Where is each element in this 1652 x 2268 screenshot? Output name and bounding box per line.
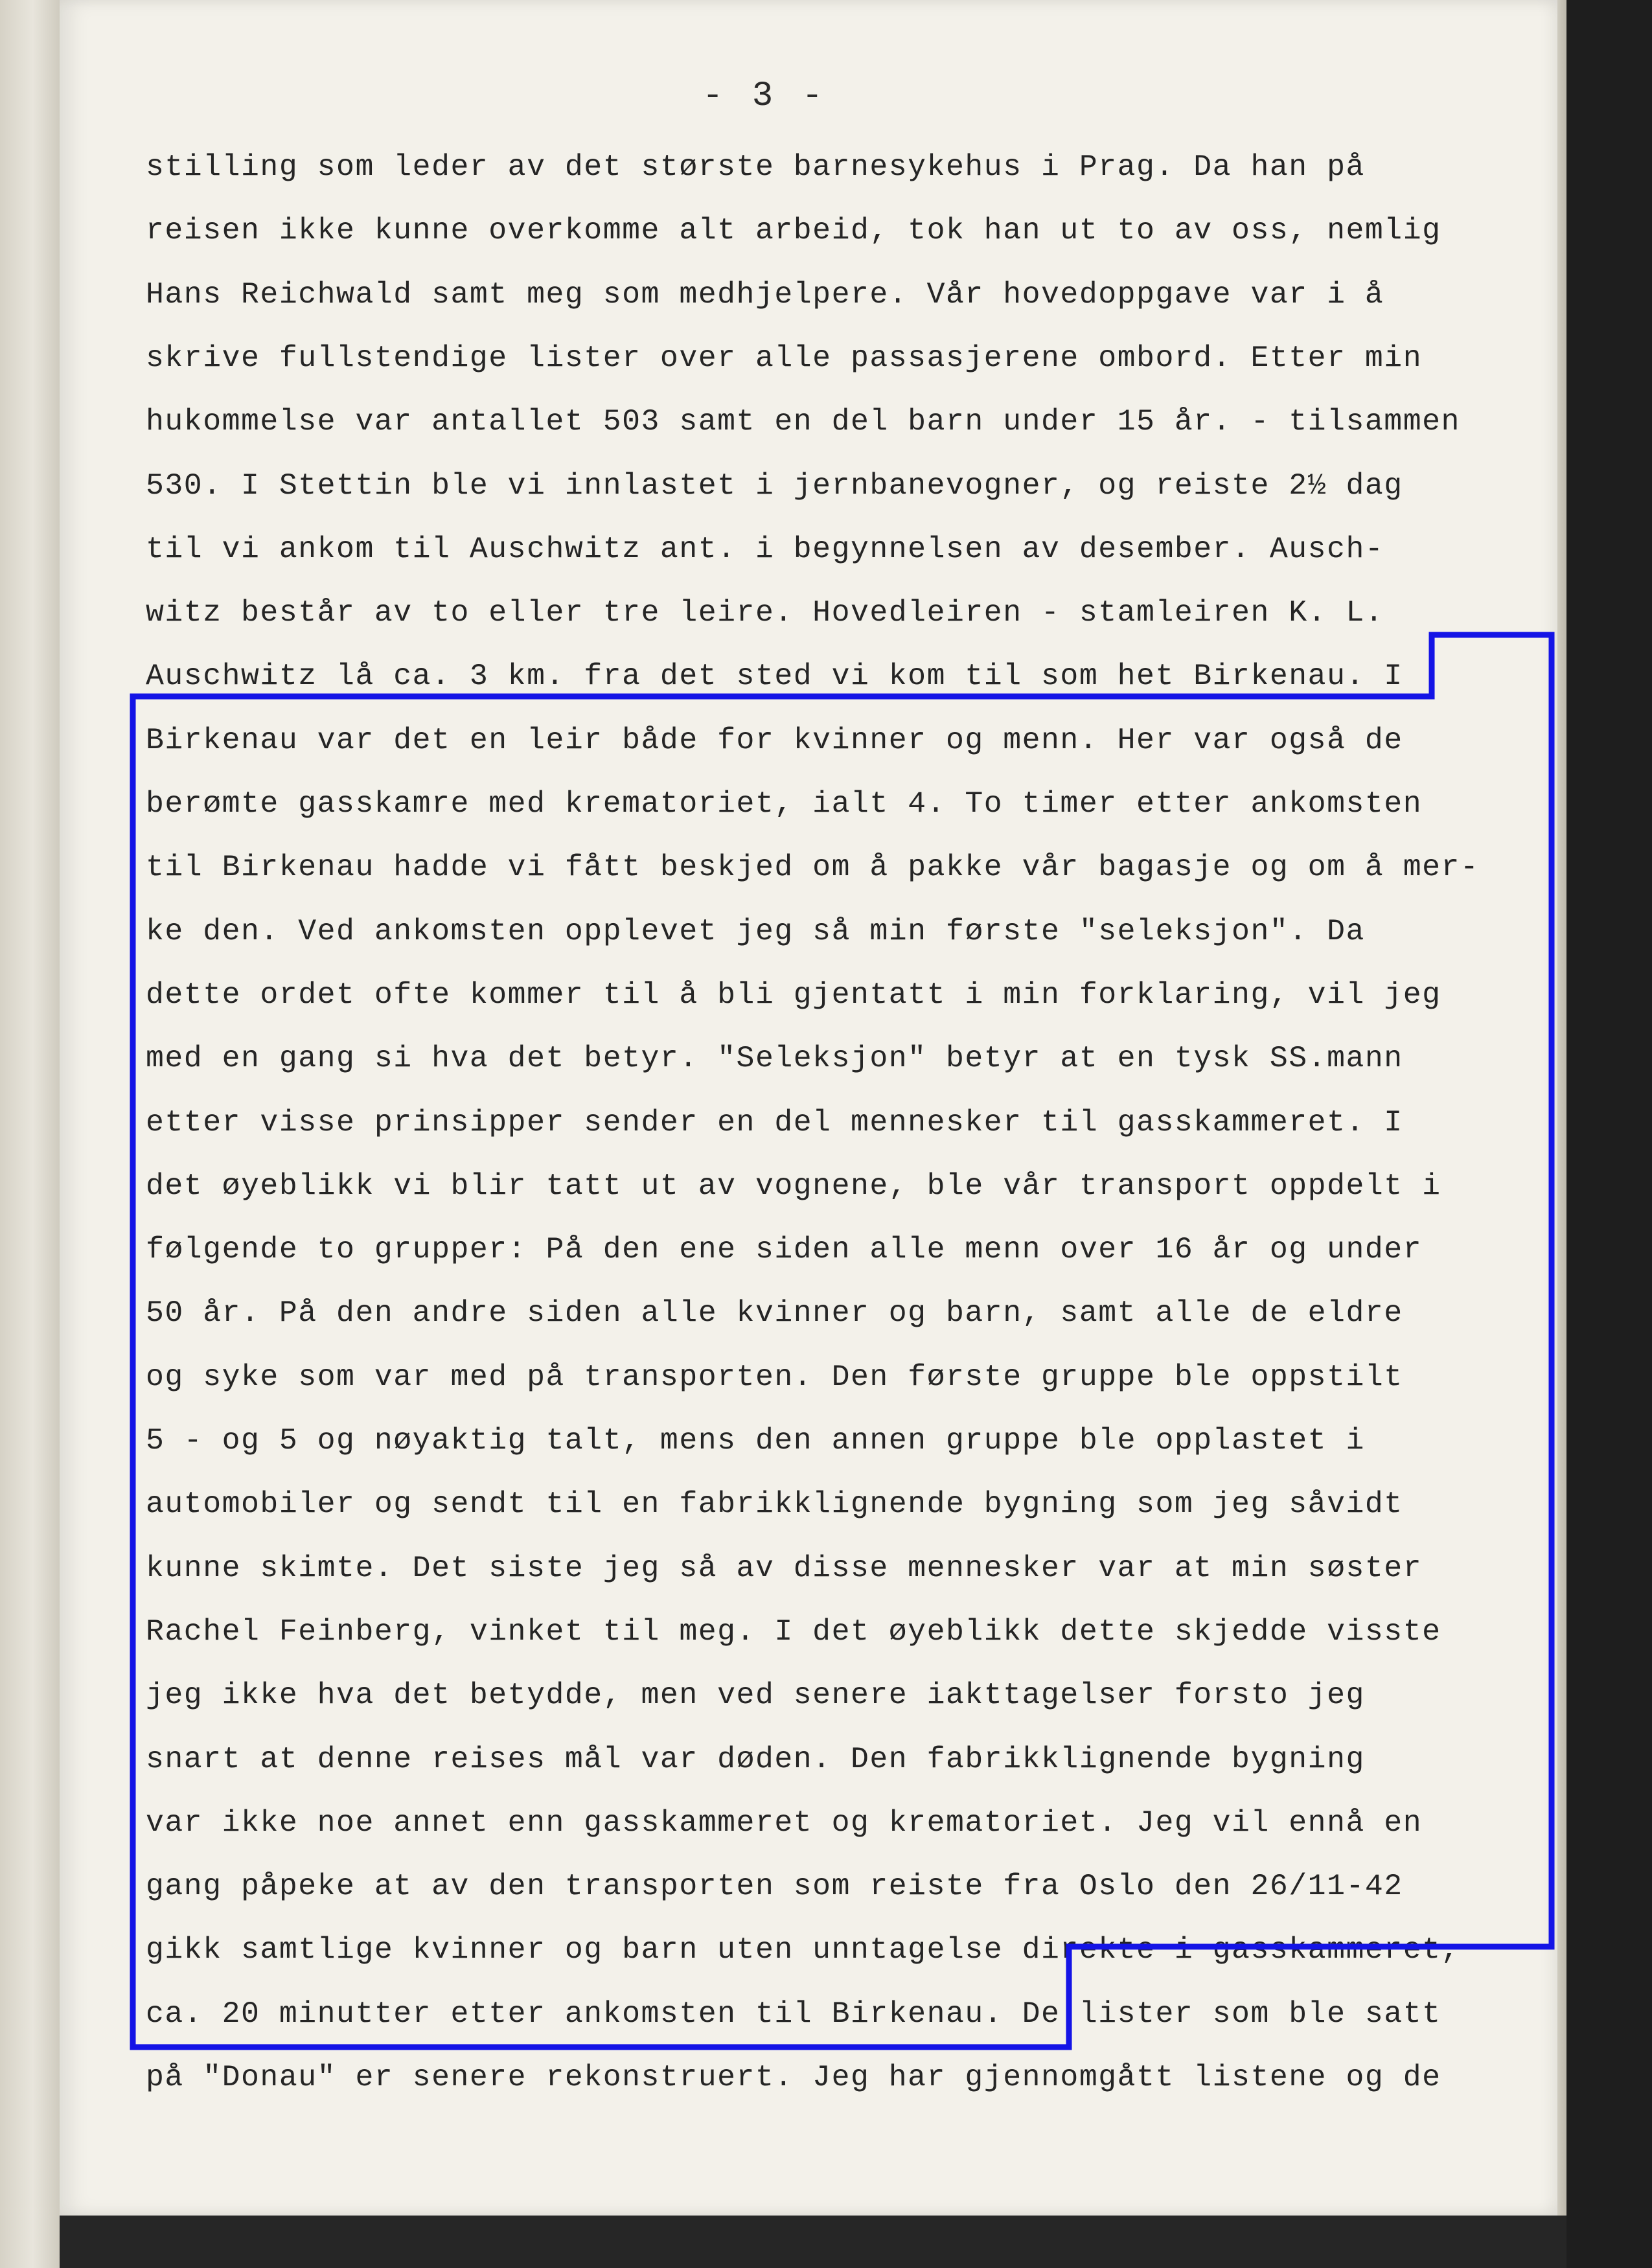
text-line: gang påpeke at av den transporten som reiste fra Oslo den 26/11-42 <box>146 1869 1403 1903</box>
scanner-background-bottom <box>60 2216 1566 2268</box>
text-line: det øyeblikk vi blir tatt ut av vognene, ble vår transport oppdelt i <box>146 1169 1441 1203</box>
text-line: dette ordet ofte kommer til å bli gjentatt i min forklaring, vil jeg <box>146 978 1441 1012</box>
text-line: jeg ikke hva det betydde, men ved senere iakttagelser forsto jeg <box>146 1678 1365 1712</box>
scanner-background <box>1566 0 1652 2268</box>
text-line: etter visse prinsipper sender en del mennesker til gasskammeret. I <box>146 1105 1403 1140</box>
text-line: gikk samtlige kvinner og barn uten unntagelse direkte i gasskammeret, <box>146 1932 1460 1967</box>
text-line: automobiler og sendt til en fabrikklignende bygning som jeg såvidt <box>146 1487 1403 1521</box>
text-line: Rachel Feinberg, vinket til meg. I det øyeblikk dette skjedde visste <box>146 1614 1441 1649</box>
text-line: Hans Reichwald samt meg som medhjelpere. Vår hovedoppgave var i å <box>146 277 1384 312</box>
text-line: 50 år. På den andre siden alle kvinner og barn, samt alle de eldre <box>146 1296 1403 1330</box>
text-line: skrive fullstendige lister over alle passasjerene ombord. Etter min <box>146 341 1423 375</box>
text-line: witz består av to eller tre leire. Hovedleiren - stamleiren K. L. <box>146 595 1384 630</box>
text-line: var ikke noe annet enn gasskammeret og krematoriet. Jeg vil ennå en <box>146 1805 1423 1840</box>
text-line: stilling som leder av det største barnesykehus i Prag. Da han på <box>146 150 1365 184</box>
paper-edge <box>1557 0 1566 2216</box>
text-line: til Birkenau hadde vi fått beskjed om å pakke vår bagasje og om å mer- <box>146 850 1480 884</box>
text-line: på "Donau" er senere rekonstruert. Jeg har gjennomgått listene og de <box>146 2060 1441 2094</box>
text-line: følgende to grupper: På den ene siden alle menn over 16 år og under <box>146 1232 1423 1266</box>
text-line: ke den. Ved ankomsten opplevet jeg så min første "seleksjon". Da <box>146 914 1365 948</box>
text-line: 5 - og 5 og nøyaktig talt, mens den annen gruppe ble opplastet i <box>146 1423 1365 1458</box>
text-line: Auschwitz lå ca. 3 km. fra det sted vi kom til som het Birkenau. I <box>146 659 1403 693</box>
text-line: Birkenau var det en leir både for kvinner og menn. Her var også de <box>146 723 1403 757</box>
text-line: kunne skimte. Det siste jeg så av disse mennesker var at min søster <box>146 1551 1423 1585</box>
text-line: 530. I Stettin ble vi innlastet i jernbanevogner, og reiste 2½ dag <box>146 468 1403 503</box>
text-line: og syke som var med på transporten. Den første gruppe ble oppstilt <box>146 1360 1403 1394</box>
text-line: til vi ankom til Auschwitz ant. i begynnelsen av desember. Ausch- <box>146 532 1384 566</box>
text-line: snart at denne reises mål var døden. Den fabrikklignende bygning <box>146 1742 1365 1776</box>
text-line: ca. 20 minutter etter ankomsten til Birkenau. De lister som ble satt <box>146 1997 1441 2031</box>
text-line: reisen ikke kunne overkomme alt arbeid, tok han ut to av oss, nemlig <box>146 213 1441 247</box>
page-number: - 3 - <box>702 76 827 116</box>
text-line: berømte gasskamre med krematoriet, ialt 4. To timer etter ankomsten <box>146 786 1423 821</box>
text-line: hukommelse var antallet 503 samt en del barn under 15 år. - tilsammen <box>146 404 1460 439</box>
facing-page-edge <box>0 0 60 2268</box>
text-line: med en gang si hva det betyr. "Seleksjon" betyr at en tysk SS.mann <box>146 1041 1403 1075</box>
